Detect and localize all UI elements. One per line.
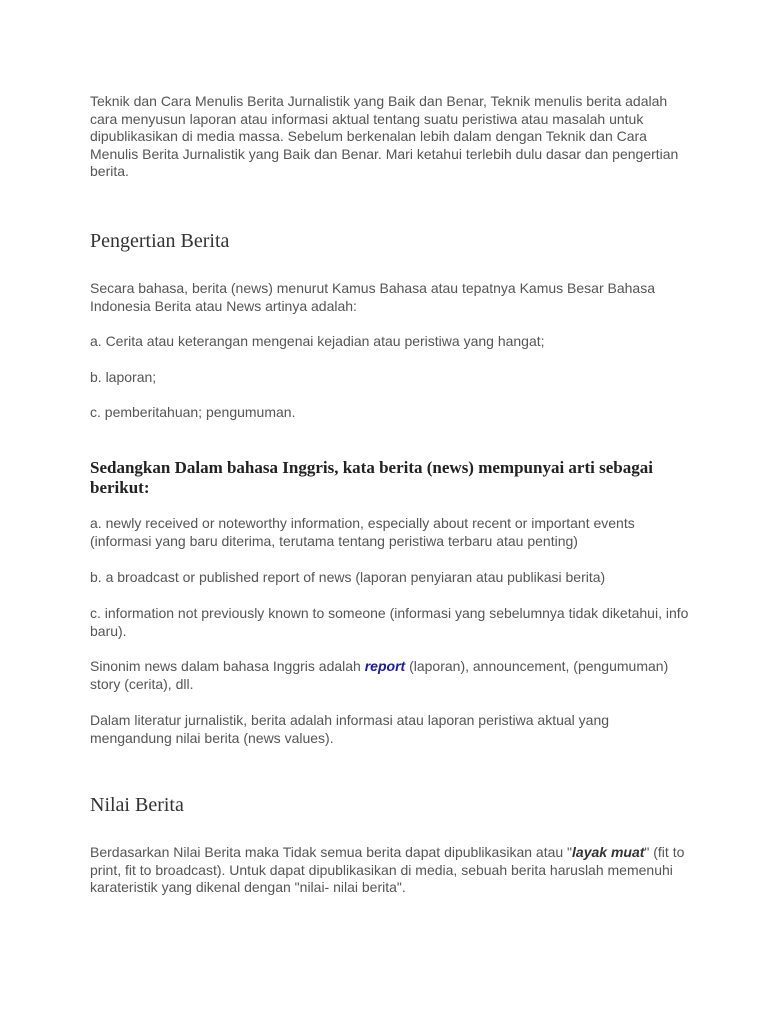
synonym-text-after: (laporan), announcement, (pengumuman) story (cerita), dll. (90, 658, 669, 692)
synonym-paragraph (90, 658, 690, 693)
definition-paragraph: Secara bahasa, berita (news) menurut Kamus Bahasa atau tepatnya Kamus Besar Bahasa Indonesia Berita atau News artinya adalah: (90, 280, 655, 314)
layak-muat-emphasis: layak muat (572, 844, 645, 860)
nilai-text-before: Berdasarkan Nilai Berita maka Tidak semua berita dapat dipublikasikan atau " (90, 844, 573, 860)
heading-english-meaning: Sedangkan Dalam bahasa Inggris, kata berita (news) mempunyai arti sebagai berikut: (90, 458, 653, 497)
heading-pengertian-berita: Pengertian Berita (90, 230, 230, 252)
list-item-kbbi-a: a. Cerita atau keterangan mengenai kejadian atau peristiwa yang hangat; (90, 333, 545, 349)
intro-paragraph: Teknik dan Cara Menulis Berita Jurnalistik yang Baik dan Benar, Teknik menulis berita adalah cara menyusun laporan atau informasi aktual tentang suatu peristiwa atau masalah untuk dipublikasikan di media massa. Sebelum berkenalan lebih dalam dengan Teknik dan Cara Menulis Berita Jurnalistik yang Baik dan Benar. Mari ketahui terlebih dulu dasar dan pengertian berita. (90, 93, 679, 179)
synonym-text-before: Sinonim news dalam bahasa Inggris adalah (90, 658, 365, 674)
heading-nilai-berita: Nilai Berita (90, 794, 184, 816)
list-item-kbbi-c: c. pemberitahuan; pengumuman. (90, 404, 296, 420)
nilai-text-after: " (fit to print, fit to broadcast). Untuk dapat dipublikasikan di media, sebuah berita haruslah memenuhi karateristik yang dikenal dengan "nilai- nilai berita". (90, 844, 685, 895)
list-item-english-b: b. a broadcast or published report of news (laporan penyiaran atau publikasi berita) (90, 569, 606, 585)
report-link[interactable]: report (364, 658, 406, 674)
literature-paragraph: Dalam literatur jurnalistik, berita adalah informasi atau laporan peristiwa aktual yang mengandung nilai berita (news values). (90, 712, 610, 746)
list-item-kbbi-b: b. laporan; (90, 369, 157, 385)
nilai-berita-paragraph (90, 844, 690, 897)
list-item-english-a: a. newly received or noteworthy information, especially about recent or important events (informasi yang baru diterima, terutama tentang peristiwa terbaru atau penting) (90, 515, 635, 549)
list-item-english-c: c. information not previously known to someone (informasi yang sebelumnya tidak diketahui, info baru). (90, 605, 689, 639)
